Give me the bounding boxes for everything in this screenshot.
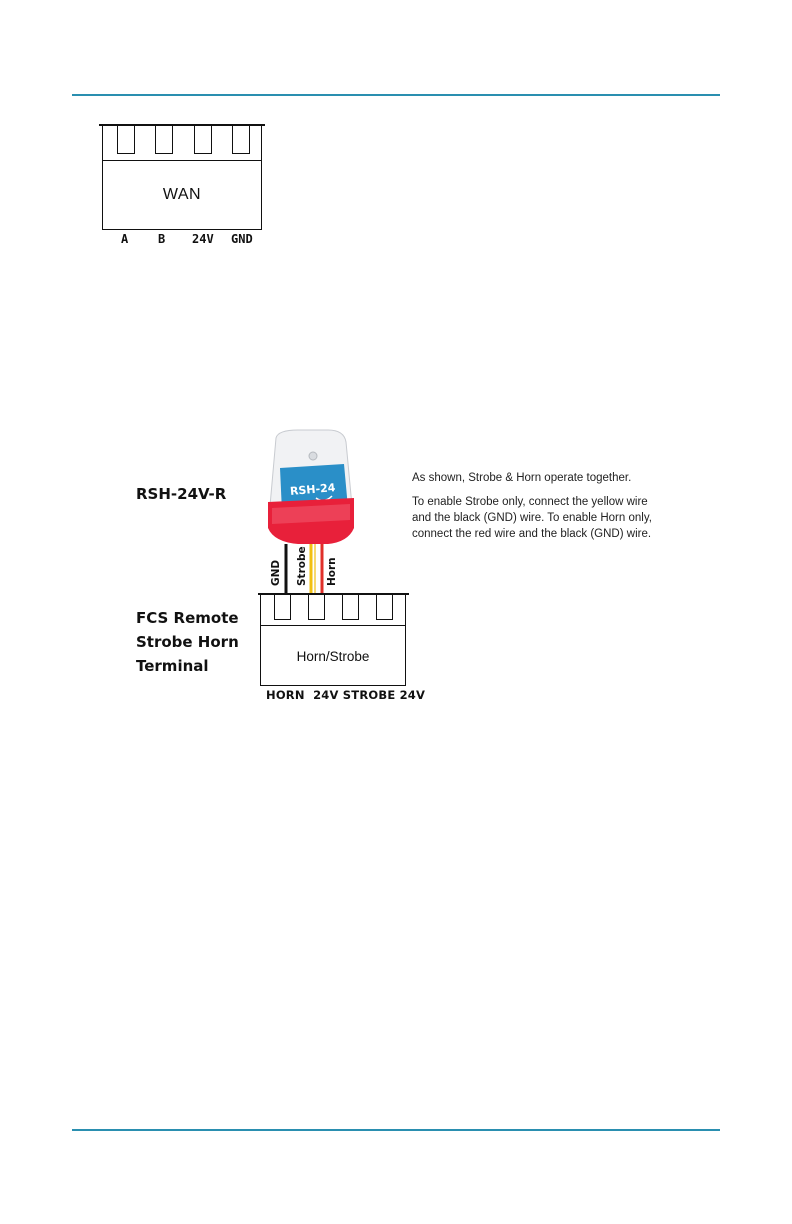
horn-wire-label: Horn [326,557,338,586]
wan-pin-label: 24V [192,232,214,246]
wan-pin-label: GND [231,232,253,246]
wiring-note-line: As shown, Strobe & Horn operate together. [412,472,632,484]
terminal-label-line: Terminal [136,657,209,675]
header-rule [72,94,720,96]
wan-pin [194,124,212,154]
horn-strobe-pin [274,593,291,620]
terminal-label [136,606,239,678]
device-body-text: RSH-24 [289,481,336,498]
wan-terminal-block [102,124,262,230]
wan-title: WAN [162,186,202,203]
wan-pin-label: A [121,232,129,246]
wiring-note [412,470,662,550]
wan-pin [117,124,135,154]
horn-strobe-pin-row [261,593,405,626]
horn-strobe-pin [308,593,325,620]
strobe-wire-label: Strobe [296,546,308,586]
device-label: RSH-24V-R [136,485,227,503]
horn-strobe-terminal-block [260,593,406,686]
wan-pin-labels [102,232,272,248]
gnd-wire-label: GND [270,559,282,586]
wan-pin-label: B [158,232,166,246]
terminal-label-line: Strobe Horn [136,633,239,651]
wan-pin [155,124,173,154]
wan-pin [232,124,250,154]
horn-strobe-title: Horn/Strobe [296,649,370,664]
strobe-horn-device-illustration [258,428,368,598]
terminal-label-line: FCS Remote [136,609,239,627]
wan-pin-row [103,124,261,161]
wiring-note-line: To enable Strobe only, connect the yellow wire and the black (GND) wire. To enable Horn only, connect the red wire and the black (GND) wire. [412,496,652,540]
horn-strobe-pin-labels: HORN 24V STROBE 24V [266,688,426,702]
horn-strobe-pin [376,593,393,620]
footer-rule [72,1129,720,1131]
horn-strobe-pin [342,593,359,620]
